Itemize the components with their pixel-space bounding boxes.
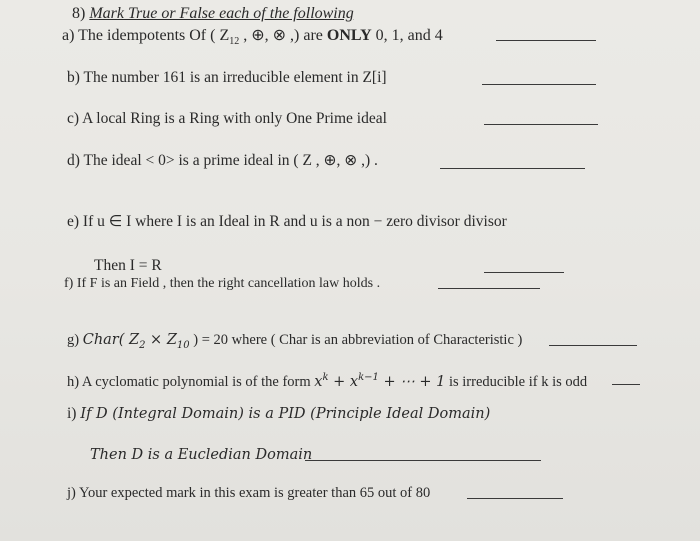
item-f-label: f) (64, 276, 74, 291)
item-j-text: Your expected mark in this exam is greater than 65 out of 80 (78, 485, 431, 501)
question-number: 8) (72, 5, 86, 22)
item-a-prefix: The idempotents Of ( Z (78, 27, 230, 44)
item-h-suffix: is irreducible if k is odd (445, 373, 588, 390)
item-h (67, 368, 587, 392)
answer-blank-f[interactable] (438, 288, 540, 289)
item-h-math: $x^k + x^{k-1}$ + ⋯ + 1 (314, 372, 446, 390)
item-c-label: c) (67, 110, 80, 127)
item-e-line2 (94, 256, 162, 276)
answer-blank-j[interactable] (467, 498, 563, 499)
item-e (67, 212, 507, 232)
item-f (64, 274, 380, 294)
answer-blank-a[interactable] (496, 40, 596, 41)
item-g (67, 330, 522, 356)
item-g-text: where ( Char is an abbreviation of Characteristic ) (228, 332, 523, 348)
item-a-label: a) (62, 27, 75, 44)
question-title: Mark True or False each of the following (89, 5, 354, 22)
item-j (67, 483, 430, 503)
item-a-mid: , ⊕, ⊗ ,) are (239, 27, 327, 44)
item-h-label: h) (67, 373, 80, 390)
item-i-text: If D (Integral Domain) is a PID (Principle Ideal Domain) (80, 406, 491, 422)
item-a-suffix: 0, 1, and 4 (371, 27, 443, 44)
item-a (62, 26, 443, 52)
answer-blank-c[interactable] (484, 124, 598, 125)
item-a-bold: ONLY (326, 27, 372, 44)
item-i-label: i) (67, 405, 77, 422)
item-g-math: Char( $Z_2 \times Z_{10}$ (82, 332, 190, 351)
item-c-text: A local Ring is a Ring with only One Prime ideal (82, 110, 387, 127)
answer-blank-e[interactable] (484, 272, 564, 273)
item-j-label: j) (67, 485, 76, 501)
item-b-label: b) (67, 69, 80, 86)
item-a-sub: 12 (229, 36, 240, 48)
item-b-text: The number 161 is an irreducible element in Z[i] (83, 69, 387, 86)
item-d (67, 151, 378, 171)
item-h-prefix: A cyclomatic polynomial is of the form (81, 373, 315, 390)
answer-blank-g[interactable] (549, 345, 637, 346)
item-e-label: e) (67, 213, 80, 230)
item-d-text: The ideal < 0> is a prime ideal in ( Z , ⊕, ⊗ ,) . (83, 152, 378, 169)
item-g-math-end: ) = 20 (189, 332, 229, 348)
item-b (67, 68, 387, 88)
item-e-text: If u ∈ I where I is an Ideal in R and u is a non − zero divisor divisor (82, 213, 507, 230)
answer-blank-h[interactable] (612, 384, 640, 385)
answer-blank-i[interactable] (305, 460, 541, 461)
item-f-text: If F is an Field , then the right cancellation law holds . (76, 276, 381, 291)
item-i-text2: Then D is a Eucledian Domain (90, 447, 313, 463)
item-e-text2: Then I = R (94, 257, 162, 274)
item-d-label: d) (67, 152, 80, 169)
item-i (67, 404, 490, 424)
item-g-label: g) (67, 332, 80, 348)
answer-blank-b[interactable] (482, 84, 596, 85)
question-header (72, 4, 354, 24)
answer-blank-d[interactable] (440, 168, 585, 169)
item-c (67, 109, 387, 129)
item-i-line2 (90, 445, 312, 465)
